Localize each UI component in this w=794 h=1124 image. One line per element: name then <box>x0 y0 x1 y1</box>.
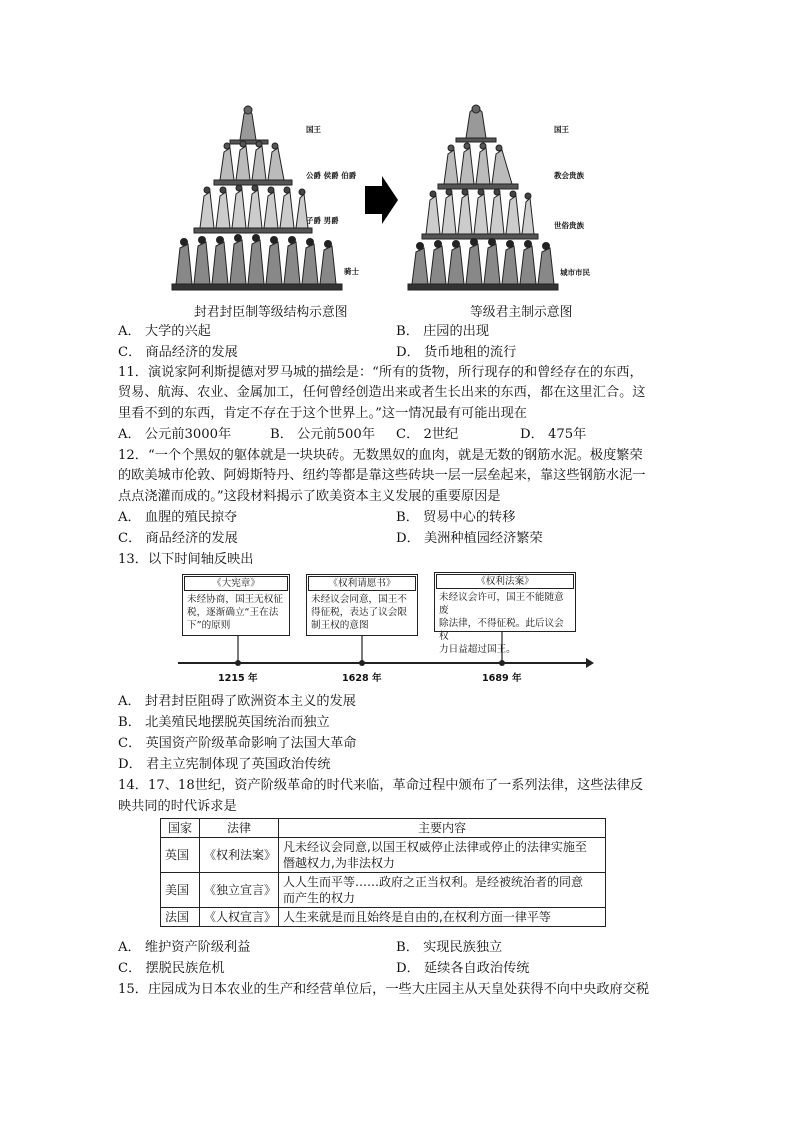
option-c[interactable]: C． 摆脱民族危机 <box>118 961 225 976</box>
timeline-axis <box>176 572 596 682</box>
event-title: 《权利请愿书》 <box>308 576 416 591</box>
left-level-label: 公爵 侯爵 伯爵 <box>306 171 357 180</box>
law-table <box>160 818 606 927</box>
option-c[interactable]: C． 2世纪 <box>396 427 459 442</box>
country-cell: 美国 <box>161 873 200 908</box>
question-14-line: 映共同的时代诉求是 <box>118 799 237 814</box>
content-cell: 人生来就是而且始终是自由的,在权利方面一律平等 <box>279 908 606 927</box>
event-text: 未经议会许可，国王不能随意废 <box>439 592 564 616</box>
timeline-year: 1689 年 <box>482 673 522 684</box>
question-13-stem: 13．以下时间轴反映出 <box>118 552 254 567</box>
event-text: 未经协商，国王无权征 <box>187 594 283 605</box>
option-c[interactable]: C． 商品经济的发展 <box>118 345 238 360</box>
timeline-year: 1215 年 <box>218 673 258 684</box>
question-14-line: 14．17、18世纪，资产阶级革命的时代来临，革命过程中颁布了一系列法律，这些法律反 <box>118 778 644 793</box>
option-d[interactable]: D． 475年 <box>520 427 587 442</box>
option-b[interactable]: B． 北美殖民地摆脱英国统治而独立 <box>118 715 330 730</box>
option-d[interactable]: D． 延续各自政治传统 <box>396 961 530 976</box>
option-a[interactable]: A． 大学的兴起 <box>118 324 211 339</box>
content-cell: 人人生而平等……政府之正当权利。是经被统治者的同意 而产生的权力 <box>279 873 606 908</box>
country-cell: 英国 <box>161 838 200 873</box>
right-level-label: 教会贵族 <box>554 171 584 180</box>
right-level-label: 国王 <box>554 125 569 134</box>
option-d[interactable]: D． 君主立宪制体现了英国政治传统 <box>118 757 331 772</box>
country-cell: 法国 <box>161 908 200 927</box>
table-row <box>161 908 606 927</box>
left-level-label: 子爵 男爵 <box>306 216 339 225</box>
option-b[interactable]: B． 贸易中心的转移 <box>396 510 516 525</box>
question-12-line: 12．“一个个黑奴的躯体就是一块块砖。无数黑奴的血肉，就是无数的钢筋水泥。极度繁荣 <box>118 448 643 463</box>
option-a[interactable]: A． 血腥的殖民掠夺 <box>118 510 238 525</box>
question-12-line: 点点浇灌而成的。”这段材料揭示了欧美资本主义发展的重要原因是 <box>118 489 501 504</box>
pyramid-figure <box>160 98 620 298</box>
right-pyramid <box>408 105 558 290</box>
left-figure-caption: 封君封臣制等级结构示意图 <box>194 305 348 320</box>
option-c[interactable]: C． 英国资产阶级革命影响了法国大革命 <box>118 736 357 751</box>
left-level-label: 国王 <box>306 125 321 134</box>
option-b[interactable]: B． 实现民族独立 <box>396 940 503 955</box>
right-level-label: 城市市民 <box>560 268 590 277</box>
timeline <box>176 572 596 682</box>
option-b[interactable]: B． 庄园的出现 <box>396 324 490 339</box>
right-arrow-icon <box>365 176 398 224</box>
option-a[interactable]: A． 封君封臣阻碍了欧洲资本主义的发展 <box>118 694 356 709</box>
law-cell: 《独立宣言》 <box>200 873 279 908</box>
right-figure-caption: 等级君主制示意图 <box>470 305 573 320</box>
table-row <box>161 873 606 908</box>
option-d[interactable]: D． 货币地租的流行 <box>396 345 517 360</box>
column-header: 国家 <box>161 819 200 838</box>
table-header-row <box>161 819 606 838</box>
option-b[interactable]: B． 公元前500年 <box>270 427 376 442</box>
event-title: 《大宪章》 <box>184 576 288 591</box>
option-a[interactable]: A． 维护资产阶级利益 <box>118 940 251 955</box>
event-text: 除法律，不得征税。此后议会权 <box>439 618 564 642</box>
event-text: 力日益超过国王。 <box>439 644 516 655</box>
question-11-line: 11．演说家阿利斯提德对罗马城的描绘是：“所有的货物，所行现存的和曾经存在的东西， <box>118 365 643 380</box>
timeline-year: 1628 年 <box>342 673 382 684</box>
question-15-line: 15．庄园成为日本农业的生产和经营单位后，一些大庄园主从天皇处获得不向中央政府交税 <box>118 982 650 997</box>
option-d[interactable]: D． 美洲种植园经济繁荣 <box>396 531 543 546</box>
right-level-label: 世俗贵族 <box>554 221 584 230</box>
option-a[interactable]: A． 公元前3000年 <box>118 427 232 442</box>
content-cell: 凡未经议会同意,以国王权威停止法律或停止的法律实施至 僭越权力,为非法权力 <box>279 838 606 873</box>
question-11-line: 贸易、航海、农业、金属加工，任何曾经创造出来或者生长出来的东西，都在这里汇合。这 <box>118 385 646 400</box>
table-row <box>161 838 606 873</box>
law-cell: 《权利法案》 <box>200 838 279 873</box>
event-text: 下”的原则 <box>187 620 231 631</box>
event-text: 得征税，表达了议会限 <box>311 607 407 618</box>
option-c[interactable]: C． 商品经济的发展 <box>118 531 238 546</box>
left-level-label: 骑士 <box>344 267 359 276</box>
event-text: 税，逐渐确立“王在法 <box>187 607 279 618</box>
axis-arrow-icon <box>586 658 594 668</box>
column-header: 法律 <box>200 819 279 838</box>
question-11-line: 里看不到的东西，肯定不存在于这个世界上。”这一情况最有可能出现在 <box>118 406 527 421</box>
law-cell: 《人权宣言》 <box>200 908 279 927</box>
column-header: 主要内容 <box>279 819 606 838</box>
event-text: 未经议会同意，国王不 <box>311 594 407 605</box>
feudal-pyramid-illustration <box>160 98 620 298</box>
event-text: 制王权的意图 <box>311 620 369 631</box>
question-12-line: 的欧美城市伦敦、阿姆斯特丹、纽约等都是靠这些砖块一层一层垒起来，靠这些钢筋水泥一 <box>118 468 646 483</box>
event-title: 《权利法案》 <box>436 574 574 589</box>
